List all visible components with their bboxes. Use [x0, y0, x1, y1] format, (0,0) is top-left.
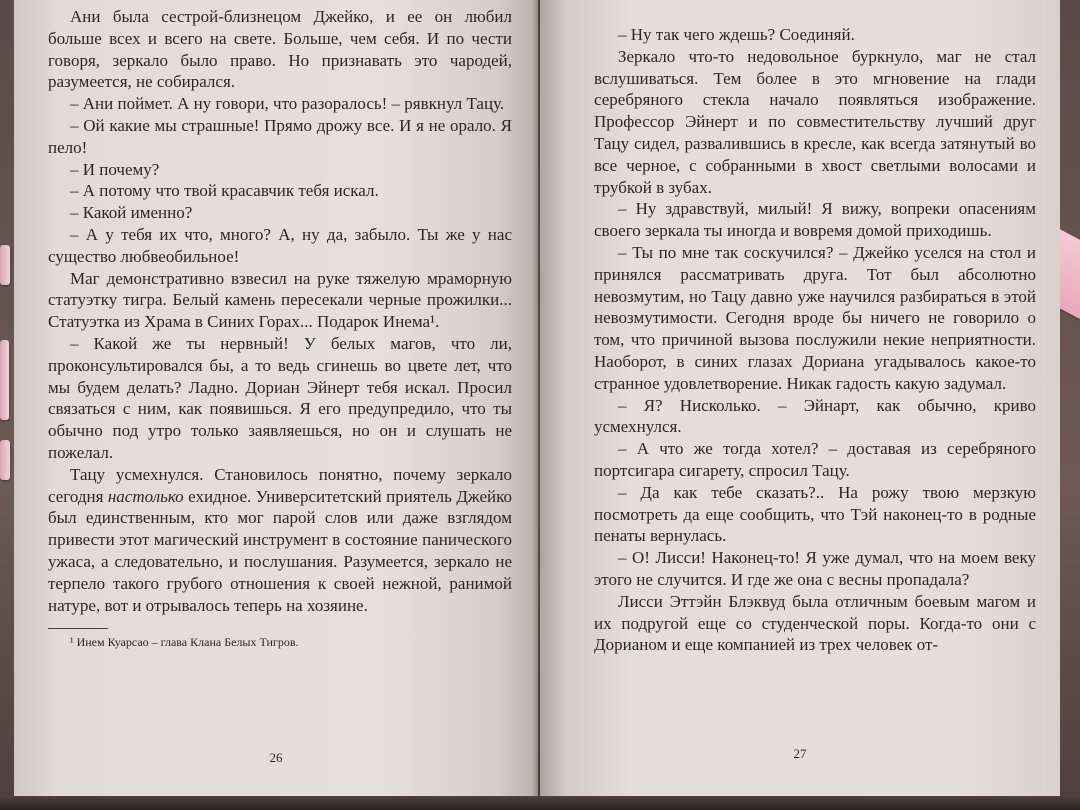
- paragraph: – Ну здравствуй, милый! Я вижу, вопреки опасениям своего зеркала ты иногда и вовремя домой приходишь.: [594, 199, 1036, 241]
- paragraph: – Ты по мне так соскучился? – Джейко уселся на стол и принялся рассматривать друга. Тот был абсолютно невозмутим, но Тацу давно уже научился разбираться в этой невозмутимости. Сегодня вроде бы ничего не говорило о том, что причиной вызова послужили некие неприятности. Наоборот, в синих глазах Дориана угадывалось какое-то странное удовлетворение. Никак гадость какую задумал.: [594, 242, 1036, 393]
- paragraph: – Да как тебе сказать?.. На рожу твою мерзкую посмотреть да еще сообщить, что Тэй наконец-то в родные пенаты вернулась.: [594, 482, 1036, 546]
- emphasis-text: настолько: [107, 486, 184, 506]
- footnote: ¹ Инем Куарсао – глава Клана Белых Тигров.: [70, 635, 299, 650]
- paragraph: – Какой именно?: [70, 203, 193, 223]
- paragraph-text: ехидное. Университетский приятель Джейко был единственным, кто мог парой слов или даже взглядом привести этот магический инструмент в состояние панического ужаса, а следовательно, и послушания. Разумеется, зеркало не терпело такого грубого отношения к своей нежной, ранимой натуре, вот и отрывалось теперь на хозяине.: [48, 486, 512, 615]
- paragraph: – А что же тогда хотел? – доставая из серебряного портсигара сигарету, спросил Тацу.: [594, 439, 1036, 480]
- left-page: [14, 0, 538, 800]
- paragraph: Лисси Эттэйн Блэквуд была отличным боевым магом и их подругой еще со студенческой поры. Когда-то они с Дорианом и еще компанией из трех человек от-: [594, 591, 1036, 655]
- right-page-text: [594, 24, 1036, 656]
- left-page-text: [48, 6, 512, 616]
- paragraph: Зеркало что-то недовольное буркнуло, маг не стал вслушиваться. Тем более в это мгновение на глади серебряного стекла начало появляться изображение. Профессор Эйнерт и по совместительству лучший друг Тацу сидел, развалившись в кресле, как всегда затянутый во все черное, с собранными в хвост светлыми волосами и трубкой в зубах.: [594, 46, 1036, 197]
- paragraph: – Я? Нисколько. – Эйнарт, как обычно, криво усмехнулся.: [594, 395, 1036, 437]
- paragraph: – А у тебя их что, много? А, ну да, забыло. Ты же у нас существо любвеобильное!: [48, 224, 512, 266]
- page-number: 27: [793, 746, 807, 761]
- paragraph: – Ой какие мы страшные! Прямо дрожу все. И я не орало. Я пело!: [48, 115, 512, 157]
- paragraph: Ани была сестрой-близнецом Джейко, и ее он любил больше всех и всего на свете. Больше, чем себя. И по чести говоря, зеркало было право. Но признавать это чародей, разумеется, не собирался.: [48, 7, 512, 92]
- paragraph: Маг демонстративно взвесил на руке тяжелую мраморную статуэтку тигра. Белый камень пересекали черные прожилки... Статуэтка из Храма в Синих Горах... Подарок Инема¹.: [48, 268, 512, 332]
- right-page: [540, 0, 1060, 800]
- paragraph: – И почему?: [70, 159, 160, 179]
- table-edge: [0, 796, 1080, 810]
- page-number: 26: [269, 750, 283, 765]
- paragraph: [48, 464, 512, 617]
- paragraph: – Какой же ты нервный! У белых магов, что ли, проконсультировался бы, а то ведь сгинешь во цвете лет, что мы будем делать? Ладно. Дориан Эйнерт тебя искал. Просил связаться с ним, как появишься. Я его предупредило, что ты обычно под утро только заявляешься, но он и слушать не пожелал.: [48, 333, 512, 462]
- footnote-divider: [48, 628, 108, 629]
- paragraph: – А потому что твой красавчик тебя искал.: [70, 181, 379, 201]
- paragraph: – О! Лисси! Наконец-то! Я уже думал, что на моем веку этого не случится. И где же она с весны пропадала?: [594, 548, 1036, 589]
- paragraph: – Ани поймет. А ну говори, что разоралось! – рявкнул Тацу.: [70, 94, 505, 114]
- paragraph: – Ну так чего ждешь? Соединяй.: [618, 25, 855, 44]
- paragraph-text: Тацу усмехнулся. Становилось понятно, почему зеркало сегодня: [48, 464, 512, 506]
